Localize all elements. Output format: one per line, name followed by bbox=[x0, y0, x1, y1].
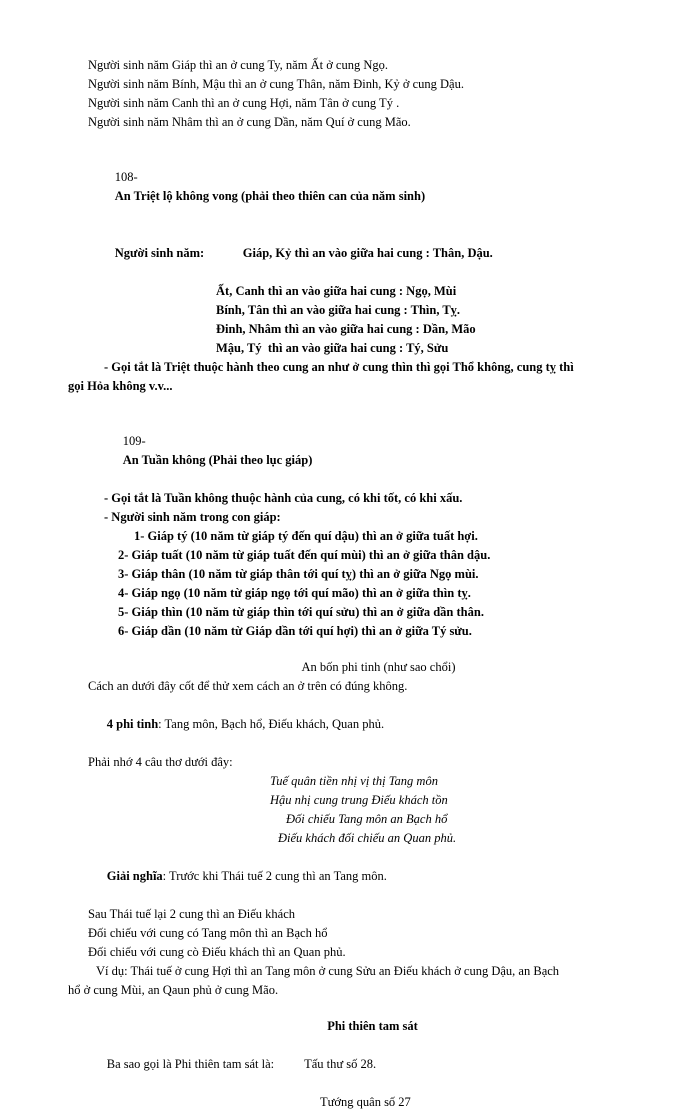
intro-line: Người sinh năm Nhâm thì an ở cung Dần, năm Quí ở cung Mão. bbox=[88, 115, 411, 129]
phi-tinh-line-1: Cách an dưới đây cốt để thử xem cách an ở trên có đúng không. bbox=[88, 679, 408, 693]
tam-sat-row bbox=[88, 1036, 629, 1093]
phi-tinh-explain-row bbox=[88, 848, 629, 905]
intro-line: Người sinh năm Giáp thì an ở cung Ty, năm Ất ở cung Ngọ. bbox=[88, 58, 388, 72]
section-109-note-2: - Người sinh năm trong con giáp: bbox=[104, 510, 281, 524]
section-tam-sat bbox=[88, 1017, 629, 1112]
phi-tinh-explain-line: Đối chiếu với cung cò Điếu khách thì an Quan phủ. bbox=[88, 945, 346, 959]
phi-tinh-verse: Điếu khách đối chiếu an Quan phủ. bbox=[278, 831, 457, 845]
section-108-row: Bính, Tân thì an vào giữa hai cung : Thìn, Tỵ. bbox=[216, 303, 461, 317]
section-108-title: An Triệt lộ không vong (phải theo thiên can của năm sinh) bbox=[114, 189, 426, 203]
tam-sat-right: Tấu thư số 28. bbox=[304, 1057, 377, 1071]
section-109-item: 6- Giáp dần (10 năm từ Giáp dần tới quí hợi) thì an ở giữa Tý sửu. bbox=[118, 624, 472, 638]
section-108-row: Mậu, Tý thì an vào giữa hai cung : Tý, Sửu bbox=[216, 341, 449, 355]
phi-tinh-explain-line: Đối chiếu với cung có Tang môn thì an Bạch hổ bbox=[88, 926, 328, 940]
phi-tinh-verse: Tuế quân tiền nhị vị thị Tang môn bbox=[270, 774, 438, 788]
section-108-number: 108- bbox=[114, 170, 138, 184]
section-108-note-line-1: - Gọi tắt là Triệt thuộc hành theo cung an như ở cung thìn thì gọi Thổ không, cung tỵ thì bbox=[104, 360, 574, 374]
phi-tinh-explain-rest: : Trước khi Thái tuế 2 cung thì an Tang môn. bbox=[162, 869, 387, 883]
phi-tinh-count-label: 4 phi tinh bbox=[106, 717, 159, 731]
phi-tinh-line-2 bbox=[88, 696, 629, 753]
section-108-row: Ất, Canh thì an vào giữa hai cung : Ngọ, Mùi bbox=[216, 284, 457, 298]
phi-tinh-count-rest: : Tang môn, Bạch hổ, Điếu khách, Quan phủ. bbox=[158, 717, 385, 731]
tam-sat-left: Ba sao gọi là Phi thiên tam sát là: bbox=[106, 1057, 275, 1071]
section-109-heading bbox=[88, 413, 629, 489]
tam-sat-title: Phi thiên tam sát bbox=[327, 1019, 418, 1033]
section-109-item: 3- Giáp thân (10 năm từ giáp thân tới quí tỵ) thì an ở giữa Ngọ mùi. bbox=[118, 567, 479, 581]
phi-tinh-explain-label: Giải nghĩa bbox=[106, 869, 163, 883]
phi-tinh-verse: Hậu nhị cung trung Điếu khách tồn bbox=[270, 793, 448, 807]
section-109-title: An Tuần không (Phải theo lục giáp) bbox=[122, 453, 313, 467]
section-108-note-line-2: gọi Hỏa không v.v... bbox=[68, 379, 173, 393]
section-109-item: 4- Giáp ngọ (10 năm từ giáp ngọ tới quí mão) thì an ở giữa thìn tỵ. bbox=[118, 586, 471, 600]
tam-sat-row-2: Tướng quân số 27 bbox=[320, 1095, 411, 1109]
section-109-item: 5- Giáp thìn (10 năm từ giáp thìn tới quí sửu) thì an ở giữa dần thân. bbox=[118, 605, 484, 619]
phi-tinh-verse: Đối chiếu Tang môn an Bạch hổ bbox=[286, 812, 448, 826]
section-109-item: 1- Giáp tý (10 năm từ giáp tý đến quí dậu) thì an ở giữa tuất hợi. bbox=[134, 529, 478, 543]
phi-tinh-example-line-1: Ví dụ: Thái tuế ở cung Hợi thì an Tang môn ở cung Sửu an Điếu khách ở cung Dậu, an Bạch bbox=[96, 964, 560, 978]
section-109-note-1: - Gọi tắt là Tuần không thuộc hành của cung, có khi tốt, có khi xấu. bbox=[104, 491, 463, 505]
section-109-number: 109- bbox=[122, 434, 146, 448]
section-108-label: Người sinh năm: bbox=[114, 246, 205, 260]
section-108-heading bbox=[88, 149, 629, 225]
phi-tinh-explain-line: Sau Thái tuế lại 2 cung thì an Điếu khách bbox=[88, 907, 296, 921]
phi-tinh-line-3: Phải nhớ 4 câu thơ dưới đây: bbox=[88, 755, 233, 769]
section-phi-tinh bbox=[68, 658, 629, 1000]
phi-tinh-title: An bốn phi tinh (như sao chổi) bbox=[301, 660, 456, 674]
intro-paragraph bbox=[88, 56, 629, 132]
section-108-row: Giáp, Kỷ thì an vào giữa hai cung : Thân, Dậu. bbox=[242, 246, 493, 260]
section-108-row: Đinh, Nhâm thì an vào giữa hai cung : Dần, Mão bbox=[216, 322, 476, 336]
phi-tinh-example-line-2: hổ ở cung Mùi, an Qaun phủ ở cung Mão. bbox=[68, 983, 279, 997]
section-109-item: 2- Giáp tuất (10 năm từ giáp tuất đến quí mùi) thì an ở giữa thân dậu. bbox=[118, 548, 491, 562]
section-109 bbox=[88, 413, 629, 641]
section-108-label-row bbox=[88, 225, 629, 282]
section-108 bbox=[68, 149, 629, 396]
intro-line: Người sinh năm Bính, Mậu thì an ở cung Thân, năm Đinh, Kỷ ở cung Dậu. bbox=[88, 77, 464, 91]
intro-line: Người sinh năm Canh thì an ở cung Hợi, năm Tân ở cung Tý . bbox=[88, 96, 400, 110]
